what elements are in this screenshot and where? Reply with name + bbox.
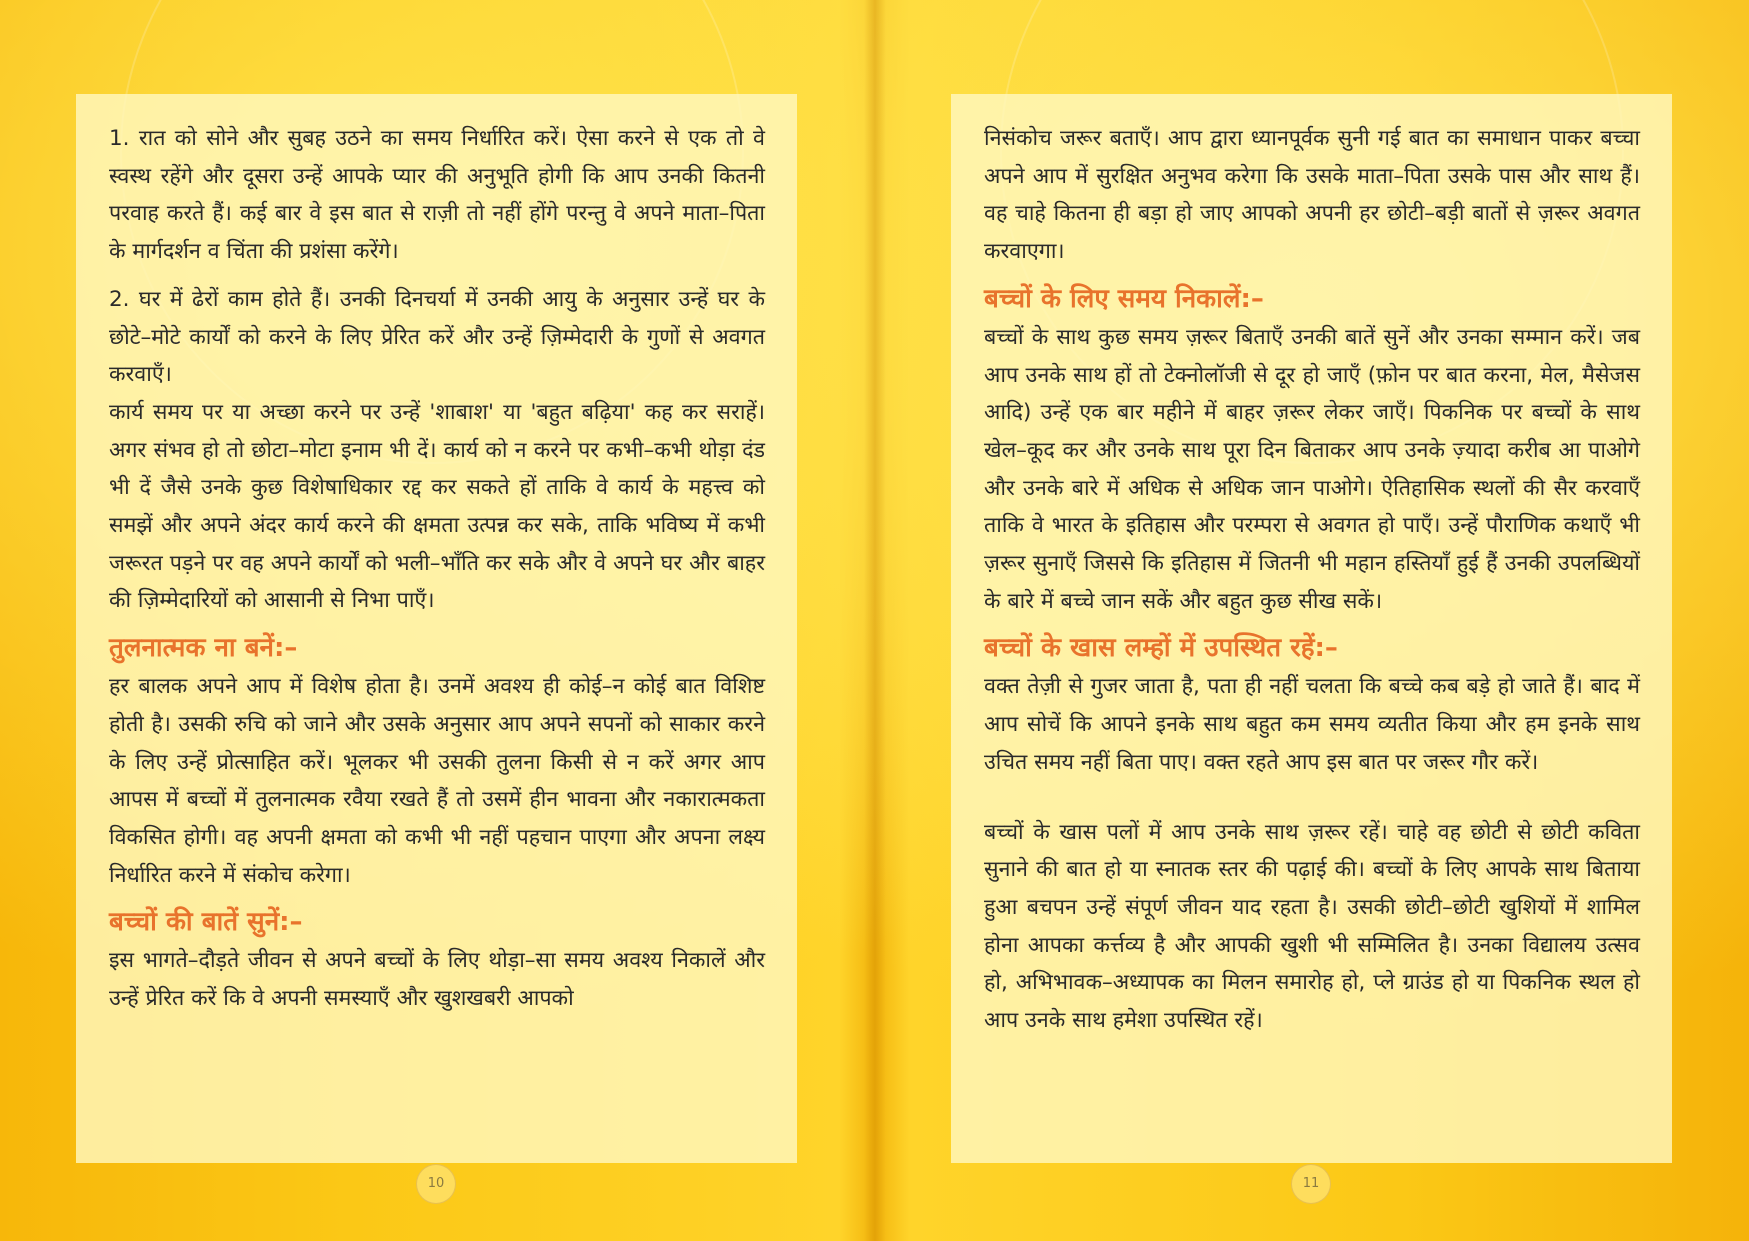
right-page-panel xyxy=(951,94,1672,1163)
right-paragraph-4: बच्चों के खास पलों में आप उनके साथ ज़रूर रहें। चाहे वह छोटी से छोटी कविता सुनाने की बात हो या स्नातक स्तर की पढ़ाई की। बच्चों के लिए आपके साथ बिताया हुआ बचपन उन्हें संपूर्ण जीवन याद रहता है। उसकी छोटी–छोटी खुशियों में शामिल होना आपका कर्त्तव्य है और आपकी खुशी भी सम्मिलित है। उनका विद्यालय उत्सव हो, अभिभावक–अध्यापक का मिलन समारोह हो, प्ले ग्राउंड हो या पिकनिक स्थल हो आप उनके साथ हमेशा उपस्थित रहें। xyxy=(984,819,1640,1034)
right-paragraph-2: बच्चों के साथ कुछ समय ज़रूर बिताएँ उनकी बातें सुनें और उनका सम्मान करें। जब आप उनके साथ हों तो टेक्नोलॉजी से दूर हो जाएँ (फ़ोन पर बात करना, मेल, मैसेजस आदि) उन्हें एक बार महीने में बाहर ज़रूर लेकर जाएँ। पिकनिक पर बच्चों के साथ खेल–कूद कर और उनके साथ पूरा दिन बिताकर आप उनके ज़्यादा करीब आ पाओगे और उनके बारे में अधिक से अधिक जान पाओगे। ऐतिहासिक स्थलों की सैर करवाएँ ताकि वे भारत के इतिहास और परम्परा से अवगत हो पाएँ। उन्हें पौराणिक कथाएँ भी ज़रूर सुनाएँ जिससे कि इतिहास में जितनी भी महान हस्तियाँ हुई हैं उनकी उपलब्धियों के बारे में बच्चे जान सकें और बहुत कुछ सीख सकें। xyxy=(984,324,1640,614)
left-paragraph-5: इस भागते–दौड़ते जीवन से अपने बच्चों के लिए थोड़ा–सा समय अवश्य निकालें और उन्हें प्रेरित करें कि वे अपनी समस्याएँ और खुशखबरी आपको xyxy=(109,948,765,1012)
left-paragraph-4: हर बालक अपने आप में विशेष होता है। उनमें अवश्य ही कोई–न कोई बात विशिष्ट होती है। उसकी रुचि को जाने और उसके अनुसार आप अपने सपनों को साकार करने के लिए उन्हें प्रोत्साहित करें। भूलकर भी उसकी तुलना किसी से न करें अगर आप आपस में बच्चों में तुलनात्मक रवैया रखते हैं तो उसमें हीन भावना और नकारात्मकता विकसित होगी। वह अपनी क्षमता को कभी भी नहीं पहचान पाएगा और अपना लक्ष्य निर्धारित करने में संकोच करेगा। xyxy=(109,674,765,888)
paragraph-gap xyxy=(984,792,1640,814)
left-paragraph-1: 1. रात को सोने और सुबह उठने का समय निर्धारित करें। ऐसा करने से एक तो वे स्वस्थ रहेंगे और दूसरा उन्हें आपके प्यार की अनुभूति होगी कि आप उनकी कितनी परवाह करते हैं। कई बार वे इस बात से राज़ी तो नहीं होंगे परन्तु वे अपने माता–पिता के मार्गदर्शन व चिंता की प्रशंसा करेंगे। xyxy=(109,126,765,265)
right-paragraph-3: वक्त तेज़ी से गुजर जाता है, पता ही नहीं चलता कि बच्चे कब बड़े हो जाते हैं। बाद में आप सोचें कि आपने इनके साथ बहुत कम समय व्यतीत किया और हम इनके साथ उचित समय नहीं बिता पाए। वक्त रहते आप इस बात पर जरूर गौर करें। xyxy=(984,674,1640,775)
right-heading-2: बच्चों के खास लम्हों में उपस्थित रहें:– xyxy=(984,633,1338,664)
right-paragraph-1: निसंकोच जरूर बताएँ। आप द्वारा ध्यानपूर्वक सुनी गई बात का समाधान पाकर बच्चा अपने आप में सुरक्षित अनुभव करेगा कि उसके माता–पिता उसके पास और साथ हैं। वह चाहे कितना ही बड़ा हो जाए आपको अपनी हर छोटी–बड़ी बातों से ज़रूर अवगत करवाएगा। xyxy=(984,126,1640,265)
left-paragraph-2: 2. घर में ढेरों काम होते हैं। उनकी दिनचर्या में उनकी आयु के अनुसार उन्हें घर के छोटे–मोटे कार्यों को करने के लिए प्रेरित करें और उन्हें ज़िम्मेदारी के गुणों से अवगत करवाएँ। xyxy=(109,286,765,388)
left-page-panel xyxy=(76,94,797,1163)
page-number-left: 10 xyxy=(416,1164,456,1204)
left-paragraph-3: कार्य समय पर या अच्छा करने पर उन्हें 'शाबाश' या 'बहुत बढ़िया' कह कर सराहें। अगर संभव हो तो छोटा–मोटा इनाम भी दें। कार्य को न करने पर कभी–कभी थोड़ा दंड भी दें जैसे उनके कुछ विशेषाधिकार रद्द कर सकते हों ताकि वे कार्य के महत्त्व को समझें और अपने अंदर कार्य करने की क्षमता उत्पन्न कर सके, ताकि भविष्य में कभी जरूरत पड़ने पर वह अपने कार्यों को भली–भाँति कर सके और वे अपने घर और बाहर की ज़िम्मेदारियों को आसानी से निभा पाएँ। xyxy=(109,399,765,614)
page-number-right: 11 xyxy=(1291,1164,1331,1204)
left-heading-1: तुलनात्मक ना बनें:– xyxy=(109,633,298,664)
left-heading-2: बच्चों की बातें सुनें:– xyxy=(109,907,303,938)
right-heading-1: बच्चों के लिए समय निकालें:– xyxy=(984,283,1264,314)
book-spine xyxy=(864,0,886,1241)
